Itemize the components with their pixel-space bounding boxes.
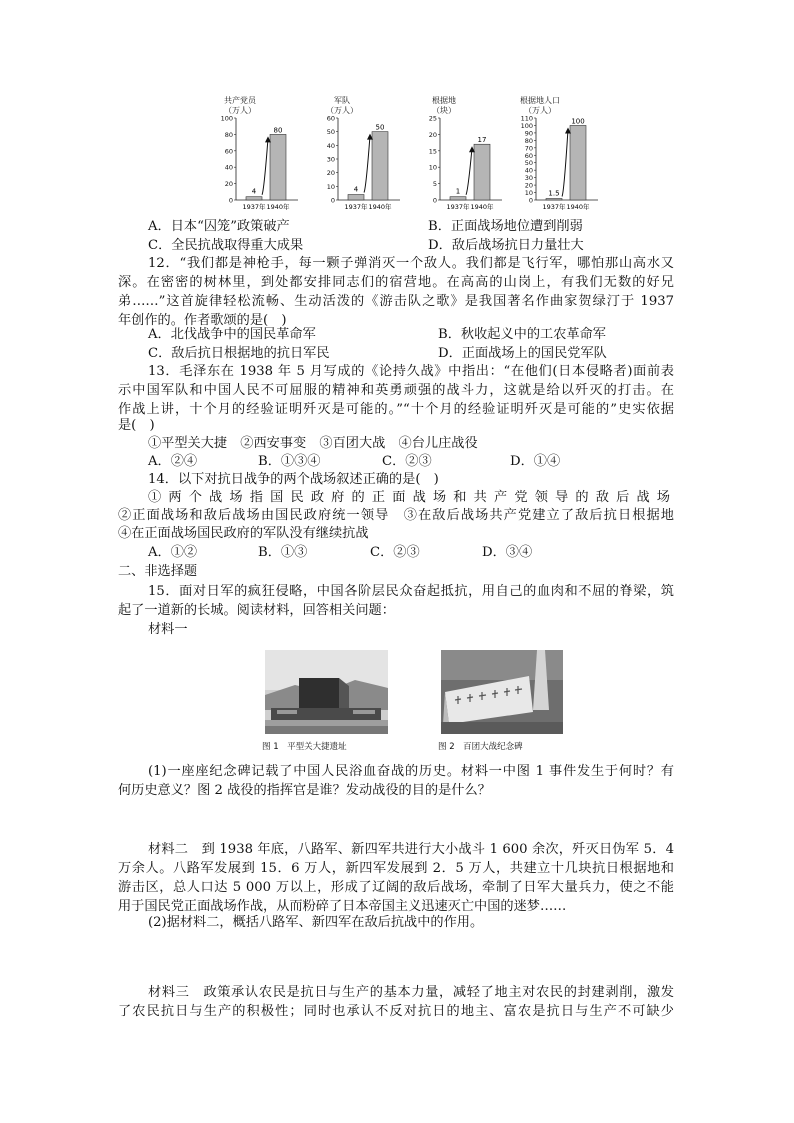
y-tick-label: 70 xyxy=(524,144,533,153)
y-tick-label: 10 xyxy=(326,182,335,191)
bar-1937 xyxy=(246,197,262,200)
q12-line-3: 弟……”这首旋律轻松流畅、生动活泼的《游击队之歌》是我国著名作曲家贺绿汀于 1937 xyxy=(118,294,674,309)
q15-line-1: 15．面对日军的疯狂侵略，中国各阶层民众奋起抵抗，用自己的血肉和不屈的脊梁，筑 xyxy=(148,584,674,599)
growth-arrow xyxy=(364,136,370,193)
q12-option-c: C．敌后抗日根据地的抗日军民 xyxy=(148,346,330,361)
photo-pingxingguan-site xyxy=(265,650,388,734)
q12-option-a: A．北伐战争中的国民革命军 xyxy=(148,327,316,342)
y-tick-label: 80 xyxy=(524,136,533,145)
q14-items-2-3: ②正面战场和敌后战场由国民政府统一领导 ③在敌后战场共产党建立了敌后抗日根据地 xyxy=(118,508,674,523)
y-tick-label: 0 xyxy=(432,196,437,205)
material-2-line-3: 游击区，总人口达 5 000 万以上，形成了辽阔的敌后战场，牵制了日军大量兵力，使之不能 xyxy=(118,880,674,895)
y-tick-label: 50 xyxy=(326,128,335,137)
chart-title: 军队 （万人） xyxy=(326,96,358,115)
x-label-1937: 1937年 xyxy=(344,203,368,211)
value-label-1937: 4 xyxy=(353,185,359,194)
y-tick-label: 0 xyxy=(528,196,533,205)
y-tick-label: 30 xyxy=(326,155,335,164)
value-label-1940: 100 xyxy=(571,117,585,126)
material-3-line-1: 材料三 政策承认农民是抗日与生产的基本力量，减轻了地主对农民的封建剥削，激发 xyxy=(148,985,674,1000)
q14-option-c: C．②③ xyxy=(370,545,420,560)
bar-1937 xyxy=(450,197,466,200)
q13-option-a: A．②④ xyxy=(148,454,198,469)
q13-line-3: 作战上讲，十个月的经验证明歼灭是可能的。”“十个月的经验证明歼灭是可能的”史实依据 xyxy=(118,402,674,417)
q11-option-c: C．全民抗战取得重大成果 xyxy=(148,238,304,253)
chart-base-areas xyxy=(414,96,504,218)
q15-sub1-line-2: 何历史意义？图 2 战役的指挥官是谁？发动战役的目的是什么？ xyxy=(118,783,491,798)
section-heading: 二、非选择题 xyxy=(118,564,198,579)
chart-party-members xyxy=(210,96,300,218)
q12-line-2: 深。在密密的树林里，到处都安排同志们的宿营地。在高高的山岗上，有我们无数的好兄 xyxy=(118,275,674,290)
q13-line-4: 是( ) xyxy=(118,418,155,433)
chart-army xyxy=(312,96,402,218)
y-tick-label: 110 xyxy=(520,114,533,123)
q12-option-b: B．秋收起义中的工农革命军 xyxy=(438,327,606,342)
x-label-1937: 1937年 xyxy=(542,203,566,211)
x-label-1940: 1940年 xyxy=(368,203,392,211)
q14-option-d: D．③④ xyxy=(482,545,533,560)
q14-item-1: ①两个战场指国民政府的正面战场和共产党领导的敌后战场 xyxy=(148,490,674,505)
chart-title: 根据地 （块） xyxy=(432,96,456,115)
x-label-1937: 1937年 xyxy=(446,203,470,211)
bar-1940 xyxy=(372,132,388,200)
x-label-1937: 1937年 xyxy=(242,203,266,211)
figure-2-caption: 图 2 百团大战纪念碑 xyxy=(438,742,523,752)
growth-arrow xyxy=(562,129,568,196)
value-label-1937: 4 xyxy=(251,187,257,196)
bar-1937 xyxy=(348,195,364,200)
bar-1937 xyxy=(546,199,562,201)
bar-1940 xyxy=(270,134,286,200)
q14-stem: 14．以下对抗日战争的两个战场叙述正确的是( ) xyxy=(148,472,439,487)
q14-option-b: B．①③ xyxy=(258,545,308,560)
q15-sub2: (2)据材料二，概括八路军、新四军在敌后抗战中的作用。 xyxy=(148,915,484,930)
y-tick-label: 40 xyxy=(326,141,335,150)
q11-option-a: A．日本“囚笼”政策破产 xyxy=(148,219,290,234)
q12-line-1: 12．“我们都是神枪手，每一颗子弹消灭一个敌人。我们都是飞行军，哪怕那山高水又 xyxy=(148,256,674,271)
y-tick-label: 20 xyxy=(224,180,233,189)
value-label-1937: 1 xyxy=(455,187,461,196)
y-tick-label: 50 xyxy=(524,159,533,168)
material-2-line-4: 用于国民党正面战场作战，从而粉碎了日本帝国主义迅速灭亡中国的迷梦…… xyxy=(118,899,567,914)
q12-line-4: 年创作的。作者歌颂的是( ) xyxy=(118,313,287,328)
y-tick-label: 15 xyxy=(428,147,437,156)
y-tick-label: 30 xyxy=(524,174,533,183)
value-label-1940: 50 xyxy=(375,123,385,132)
y-tick-label: 60 xyxy=(524,151,533,160)
material-3-line-2: 了农民抗日与生产的积极性；同时也承认不反对抗日的地主、富农是抗日与生产不可缺少 xyxy=(118,1004,674,1019)
y-tick-label: 5 xyxy=(432,180,437,189)
q12-option-d: D．正面战场上的国民党军队 xyxy=(438,346,607,361)
y-tick-label: 20 xyxy=(524,181,533,190)
q13-option-c: C．②③ xyxy=(382,454,432,469)
y-tick-label: 25 xyxy=(428,114,437,123)
y-tick-label: 40 xyxy=(224,163,233,172)
q14-item-4: ④在正面战场国民政府的军队没有继续抗战 xyxy=(118,526,369,541)
bar-charts-row xyxy=(210,96,610,218)
bar-1940 xyxy=(570,125,586,200)
y-tick-label: 90 xyxy=(524,129,533,138)
material-2-line-2: 万余人。八路军发展到 15．6 万人，新四军发展到 2．5 万人，共建立十几块抗日根据地和 xyxy=(118,861,674,876)
q15-sub1-line-1: (1)一座座纪念碑记载了中国人民浴血奋战的历史。材料一中图 1 事件发生于何时？有 xyxy=(148,764,674,779)
y-tick-label: 20 xyxy=(326,169,335,178)
q13-items: ①平型关大捷 ②西安事变 ③百团大战 ④台儿庄战役 xyxy=(148,436,478,451)
q11-option-b: B．正面战场地位遭到削弱 xyxy=(428,219,583,234)
y-tick-label: 10 xyxy=(524,189,533,198)
bar-1940 xyxy=(474,144,490,200)
y-tick-label: 60 xyxy=(224,147,233,156)
value-label-1940: 17 xyxy=(477,136,487,145)
q11-option-d: D．敌后战场抗日力量壮大 xyxy=(428,238,584,253)
y-tick-label: 10 xyxy=(428,163,437,172)
x-label-1940: 1940年 xyxy=(470,203,494,211)
value-label-1937: 1.5 xyxy=(548,189,560,198)
q15-line-2: 起了一道新的长城。阅读材料，回答相关问题： xyxy=(118,603,395,618)
value-label-1940: 80 xyxy=(273,126,283,135)
chart-title: 根据地人口 （万人） xyxy=(520,96,560,115)
photo-hundred-regiments-monument xyxy=(441,650,563,734)
x-label-1940: 1940年 xyxy=(566,203,590,211)
y-tick-label: 80 xyxy=(224,130,233,139)
y-tick-label: 0 xyxy=(228,196,233,205)
y-tick-label: 60 xyxy=(326,114,335,123)
growth-arrow xyxy=(466,148,472,194)
q13-option-b: B．①③④ xyxy=(258,454,321,469)
y-tick-label: 40 xyxy=(524,166,533,175)
y-tick-label: 100 xyxy=(220,114,233,123)
y-tick-label: 100 xyxy=(520,121,533,130)
chart-base-population xyxy=(510,96,600,218)
q14-option-a: A．①② xyxy=(148,545,198,560)
growth-arrow xyxy=(262,138,268,194)
figure-1-caption: 图 1 平型关大捷遗址 xyxy=(262,742,347,752)
y-tick-label: 0 xyxy=(330,196,335,205)
material-1-label: 材料一 xyxy=(148,622,188,637)
y-tick-label: 20 xyxy=(428,130,437,139)
q13-line-2: 示中国军队和中国人民不可屈服的精神和英勇顽强的战斗力，这就是给以歼灭的打击。在 xyxy=(118,383,674,398)
q13-option-d: D．①④ xyxy=(510,454,561,469)
material-2-line-1: 材料二 到 1938 年底，八路军、新四军共进行大小战斗 1 600 余次，歼灭日伪军 5．4 xyxy=(148,842,674,857)
chart-title: 共产党员 （万人） xyxy=(224,96,256,115)
q13-line-1: 13．毛泽东在 1938 年 5 月写成的《论持久战》中指出：“在他们(日本侵略者)面前表 xyxy=(148,364,674,379)
x-label-1940: 1940年 xyxy=(266,203,290,211)
